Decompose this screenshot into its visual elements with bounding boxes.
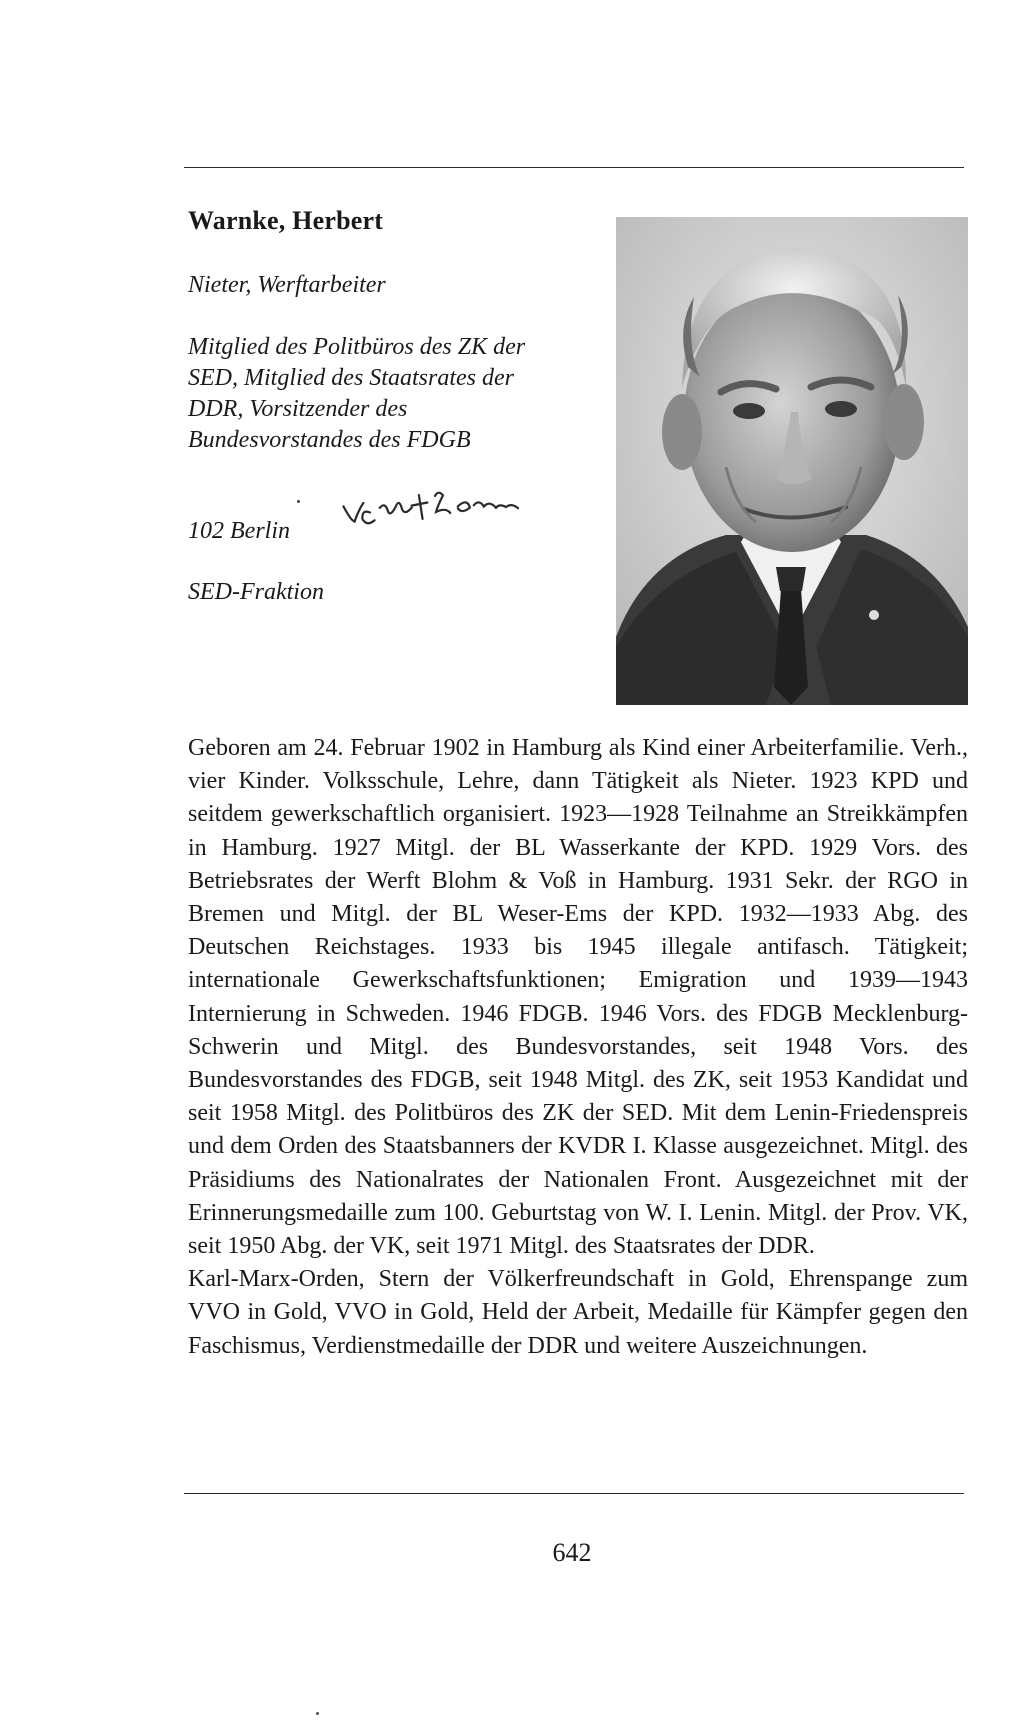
ink-dot [297,500,300,503]
bottom-divider [184,1493,964,1494]
faction: SED-Fraktion [188,579,324,605]
city: 102 Berlin [188,518,290,544]
biography-paragraph-2: Karl-Marx-Orden, Stern der Völkerfreundschaft in Gold, Ehrenspange zum VVO in Gold, VVO in Gold, Held der Arbeit, Medaille für Kämpfer gegen den Faschismus, Verdienstmedaille der DDR und weitere Auszeichnungen. [188,1266,968,1359]
page-number: 642 [552,1538,592,1567]
positions: Mitglied des Politbüros des ZK der SED, Mitglied des Staatsrates der DDR, Vorsitzender des Bundesvorstandes des FDGB [188,334,526,453]
portrait-photo [616,217,968,705]
entry-name: Warnke, Herbert [188,206,384,235]
biography-paragraph-1: Geboren am 24. Februar 1902 in Hamburg als Kind einer Arbeiterfamilie. Verh., vier Kinder. Volksschule, Lehre, dann Tätigkeit als Nieter. 1923 KPD und seitdem gewerkschaftlich organisiert. 1923—1928 Teilnahme an Streikkämpfen in Hamburg. 1927 Mitgl. der BL Wasserkante der KPD. 1929 Vors. des Betriebsrates der Werft Blohm & Voß in Hamburg. 1931 Sekr. der RGO in Bremen und Mitgl. der BL Weser-Ems der KPD. 1932—1933 Abg. des Deutschen Reichstages. 1933 bis 1945 illegale antifasch. Tätigkeit; internationale Gewerkschaftsfunktionen; Emigration und 1939—1943 Internierung in Schweden. 1946 FDGB. 1946 Vors. des FDGB Mecklenburg-Schwerin und Mitgl. des Bundesvorstandes, seit 1948 Vors. des Bundesvorstandes des FDGB, seit 1948 Mitgl. des ZK, seit 1953 Kandidat und seit 1958 Mitgl. des Politbüros des ZK der SED. Mit dem Lenin-Friedenspreis und dem Orden des Staatsbanners der KVDR I. Klasse ausgezeichnet. Mitgl. des Präsidiums des Nationalrates der Nationalen Front. Ausgezeichnet mit der Erinnerungsmedaille zum 100. Geburtstag von W. I. Lenin. Mitgl. der Prov. VK, seit 1950 Abg. der VK, seit 1971 Mitgl. des Staatsrates der DDR. [188,735,968,1260]
handwritten-signature [339,479,532,541]
biography-text [188,732,968,1363]
top-divider [184,167,964,168]
occupation: Nieter, Werftarbeiter [188,272,386,298]
scan-speck [316,1712,319,1715]
